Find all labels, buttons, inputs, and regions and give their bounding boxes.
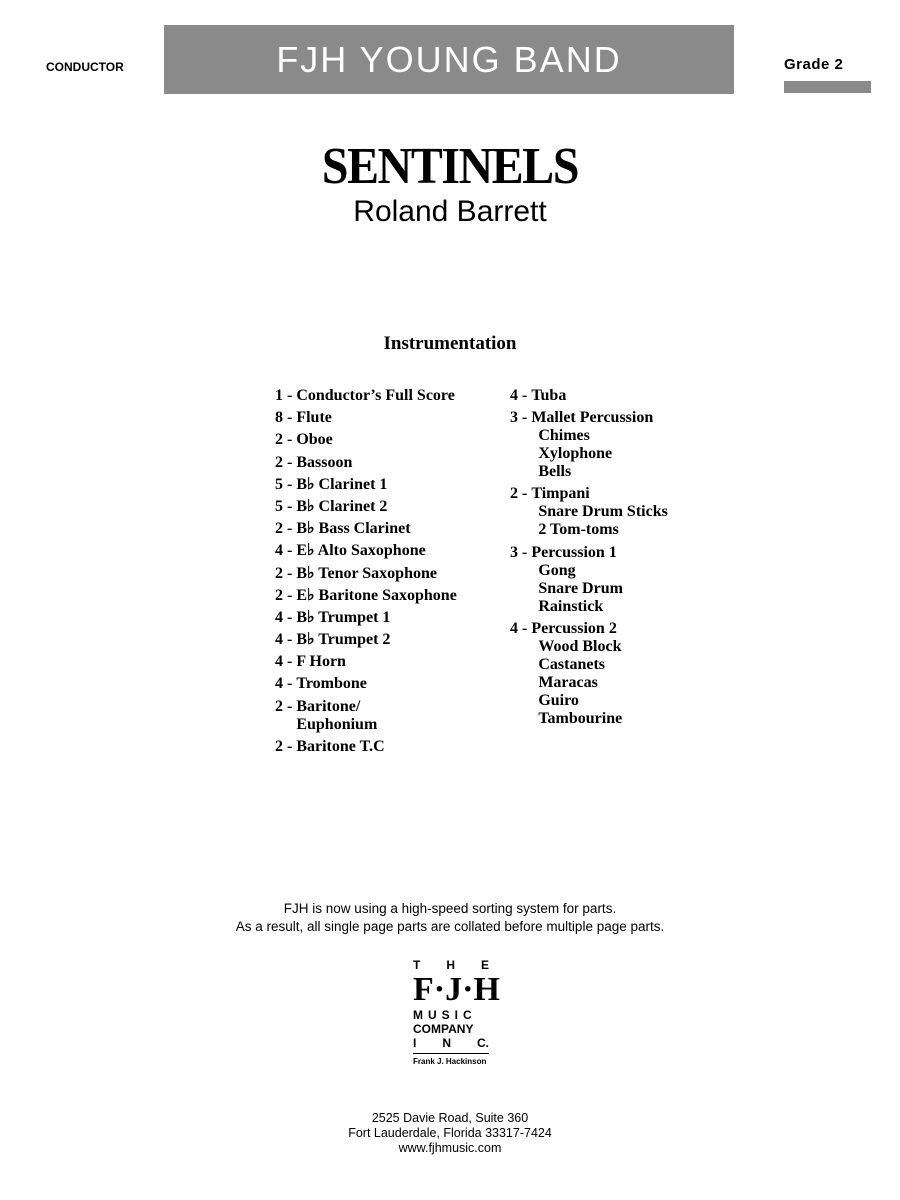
- instrument-subitem: Gong: [538, 561, 576, 579]
- logo-row-company: [413, 1022, 489, 1036]
- logo-word: MUSIC: [413, 1008, 477, 1022]
- instrument-item: [510, 485, 668, 539]
- instrument-item: [275, 520, 457, 538]
- publisher-address: [0, 1111, 900, 1156]
- logo-letter: H: [473, 971, 500, 1008]
- instrument-name: Percussion 2: [531, 619, 617, 637]
- instrument-name: Flute: [296, 409, 332, 427]
- instrument-quantity: 2 -: [275, 431, 297, 449]
- sorting-note-line: FJH is now using a high-speed sorting system for parts.: [283, 901, 617, 916]
- logo-letter: F: [413, 971, 434, 1008]
- instrument-item: [275, 675, 457, 693]
- instrument-subitem: Xylophone: [538, 445, 613, 463]
- instrument-quantity: 2 -: [510, 485, 532, 503]
- instrument-quantity: 8 -: [275, 409, 297, 427]
- instrument-names: [296, 476, 387, 494]
- instrument-item: [510, 409, 668, 481]
- address-line: www.fjhmusic.com: [398, 1141, 502, 1155]
- instrument-quantity: 4 -: [510, 387, 532, 404]
- logo-row-inc: [413, 1036, 489, 1050]
- logo-rule: [413, 1053, 489, 1054]
- instrument-names: [296, 631, 390, 649]
- instrument-name: Oboe: [296, 431, 333, 449]
- logo-letter: I: [413, 1036, 417, 1050]
- instrumentation-left-column: [275, 387, 457, 760]
- instrument-names: [296, 387, 455, 405]
- logo-letter: C.: [476, 1036, 489, 1050]
- instrument-name: Mallet Percussion: [531, 409, 654, 427]
- instrument-subitem: Chimes: [538, 427, 590, 445]
- instrument-names: [296, 653, 346, 671]
- instrument-name: B♭ Clarinet 1: [296, 475, 388, 493]
- instrument-item: [275, 738, 457, 756]
- address-line: Fort Lauderdale, Florida 33317-7424: [348, 1126, 552, 1140]
- instrument-subitem: Maracas: [538, 673, 598, 691]
- instrument-names: [296, 520, 410, 538]
- instrument-quantity: 3 -: [510, 543, 532, 561]
- instrument-item: [510, 544, 668, 616]
- instrument-subitem: Tambourine: [538, 709, 623, 727]
- instrument-name: B♭ Clarinet 2: [296, 497, 388, 515]
- instrument-names: [296, 587, 456, 605]
- instrument-names: [296, 498, 387, 516]
- instrument-subitem: Rainstick: [538, 597, 604, 615]
- instrument-names: [296, 609, 390, 627]
- instrument-subitem: Snare Drum: [538, 579, 623, 597]
- instrument-name: F Horn: [296, 653, 346, 671]
- instrument-quantity: 2 -: [275, 564, 297, 582]
- instrument-item: [275, 454, 457, 472]
- grade-bar: [784, 81, 871, 93]
- instrument-names: [296, 454, 352, 472]
- instrument-name: Trombone: [296, 675, 367, 693]
- instrument-item: [275, 542, 457, 560]
- instrument-quantity: 2 -: [275, 737, 297, 755]
- instrument-item: [275, 631, 457, 649]
- instrument-names: [531, 485, 668, 539]
- instrument-names: [531, 620, 622, 728]
- instrument-subitem: 2 Tom-toms: [538, 521, 619, 539]
- instrument-names: [296, 675, 367, 693]
- instrument-names: [296, 431, 332, 449]
- instrument-subitem: Bells: [538, 463, 572, 481]
- instrument-subitem: Guiro: [538, 691, 579, 709]
- instrument-item: [275, 587, 457, 605]
- instrument-quantity: 4 -: [275, 631, 297, 649]
- instrument-names: [531, 387, 566, 405]
- instrument-name: Percussion 1: [531, 543, 617, 561]
- logo-letter: T: [413, 958, 421, 972]
- instrumentation-right-column: [510, 387, 668, 732]
- instrument-item: [275, 698, 457, 734]
- logo-row-the: [413, 958, 489, 972]
- instrument-item: [275, 476, 457, 494]
- instrument-name: B♭ Trumpet 1: [296, 608, 391, 626]
- instrument-name: Conductor’s Full Score: [296, 387, 455, 404]
- instrument-item: [275, 653, 457, 671]
- instrument-subitem: Wood Block: [538, 637, 622, 655]
- instrument-quantity: 2 -: [275, 586, 297, 604]
- sorting-note-line: As a result, all single page parts are collated before multiple page parts.: [235, 919, 665, 934]
- instrument-item: [510, 620, 668, 728]
- instrument-name: E♭ Alto Saxophone: [296, 542, 426, 560]
- instrument-subitem: Snare Drum Sticks: [538, 503, 668, 521]
- logo-letter: E: [480, 958, 489, 972]
- instrument-quantity: 4 -: [275, 608, 297, 626]
- fjh-logo: [413, 958, 500, 1066]
- instrument-name: E♭ Baritone Saxophone: [296, 586, 457, 604]
- instrumentation-heading: Instrumentation: [383, 333, 517, 354]
- instrument-item: [275, 609, 457, 627]
- logo-letter: H: [446, 958, 455, 972]
- instrument-name: Bassoon: [296, 453, 353, 471]
- instrument-subitem: Euphonium: [296, 715, 378, 733]
- instrument-item: [275, 565, 457, 583]
- address-line: 2525 Davie Road, Suite 360: [371, 1111, 529, 1125]
- instrument-item: [510, 387, 668, 405]
- logo-letter: N: [442, 1036, 451, 1050]
- instrument-name: Timpani: [531, 485, 590, 503]
- instrument-name: Baritone/: [296, 697, 361, 715]
- instrument-quantity: 5 -: [275, 497, 297, 515]
- instrument-names: [531, 544, 623, 616]
- logo-row-fjh: [413, 971, 500, 1008]
- logo-signature: Frank J. Hackinson: [413, 1057, 487, 1066]
- instrument-quantity: 2 -: [275, 697, 297, 715]
- instrument-quantity: 2 -: [275, 520, 297, 538]
- instrument-quantity: 3 -: [510, 409, 532, 427]
- composer-name: Roland Barrett: [353, 195, 547, 228]
- instrument-item: [275, 387, 457, 405]
- instrument-quantity: 2 -: [275, 453, 297, 471]
- instrument-quantity: 4 -: [510, 619, 532, 637]
- instrument-names: [296, 738, 384, 756]
- grade-label: Grade 2: [784, 56, 844, 73]
- instrument-item: [275, 409, 457, 427]
- instrument-item: [275, 498, 457, 516]
- logo-letter: ·: [433, 971, 446, 1008]
- conductor-label: CONDUCTOR: [46, 60, 124, 74]
- instrument-quantity: 4 -: [275, 542, 297, 560]
- instrument-names: [296, 542, 425, 560]
- instrument-name: Baritone T.C: [296, 737, 385, 755]
- instrument-name: B♭ Trumpet 2: [296, 631, 391, 649]
- instrument-subitem: Castanets: [538, 655, 605, 673]
- instrument-quantity: 4 -: [275, 653, 297, 671]
- instrument-name: B♭ Bass Clarinet: [296, 520, 411, 538]
- instrument-quantity: 4 -: [275, 675, 297, 693]
- logo-letter: J: [445, 971, 463, 1008]
- instrument-name: Tuba: [531, 387, 567, 404]
- logo-word: COMPANY: [413, 1022, 474, 1036]
- instrument-item: [275, 431, 457, 449]
- page-title: SENTINELS: [321, 138, 579, 195]
- instrument-names: [296, 565, 437, 583]
- instrument-quantity: 5 -: [275, 475, 297, 493]
- logo-row-music: [413, 1008, 489, 1022]
- instrument-quantity: 1 -: [275, 387, 297, 404]
- logo-letter: ·: [462, 971, 474, 1008]
- instrument-name: B♭ Tenor Saxophone: [296, 564, 437, 582]
- instrument-names: [296, 698, 377, 734]
- instrument-names: [296, 409, 332, 427]
- series-banner: FJH YOUNG BAND: [164, 25, 734, 94]
- sorting-note: [0, 900, 900, 936]
- instrument-names: [531, 409, 653, 481]
